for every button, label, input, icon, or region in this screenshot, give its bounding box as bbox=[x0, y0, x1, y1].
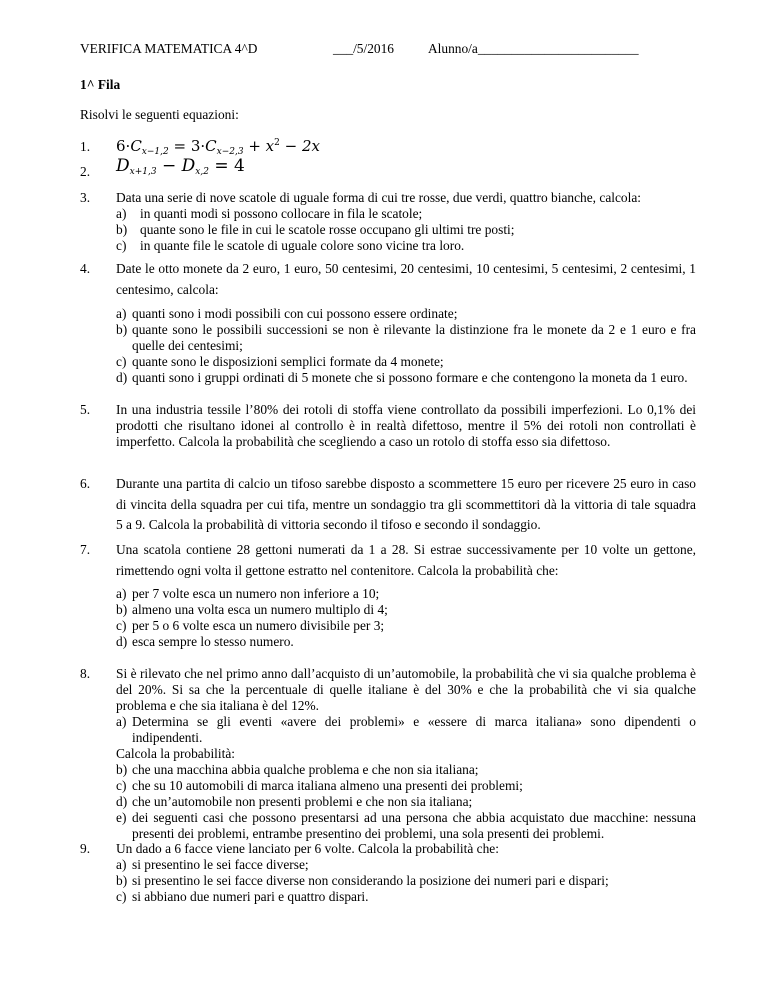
eq2-minus: − bbox=[156, 156, 182, 176]
eq1-rest1: + x bbox=[243, 137, 275, 155]
question-5-text: In una industria tessile l’80% dei rotoli di stoffa viene controllato da possibili imperfezioni. Lo 0,1% dei prodotti che risultano idonei al controllo è in realtà difettoso, mentre il 5% dei rotoli non controllati è imperfetto. Calcola la probabilità che scegliendo a caso un rotolo di stoffa esso sia difettoso. bbox=[116, 402, 696, 449]
question-number: 8. bbox=[80, 666, 91, 681]
list-item: d) quanti sono i gruppi ordinati di 5 monete che si possono formare e che contengono la moneta da 1 euro. bbox=[116, 370, 688, 385]
eq1-power: 2 bbox=[274, 138, 280, 148]
eq1-sub1: x−1,2 bbox=[141, 147, 169, 157]
question-6-text: Durante una partita di calcio un tifoso sarebbe disposto a scommettere 15 euro per ricevere 25 euro in caso di vincita della squadra per cui tifa, mentre un sondaggio tra gli scommettitori dà la vittoria di tale squadra 5 a 9. Calcola la probabilità di vittoria secondo il tifoso e secondo il sondaggio. bbox=[116, 476, 696, 532]
list-item: c) che su 10 automobili di marca italiana almeno una presenti dei problemi; bbox=[116, 778, 523, 793]
question-8-calc: Calcola la probabilità: bbox=[116, 746, 235, 761]
question-number: 6. bbox=[80, 476, 91, 491]
list-item: b) che una macchina abbia qualche problema e che non sia italiana; bbox=[116, 762, 479, 777]
eq2-d1: D bbox=[116, 156, 130, 176]
list-item: b) quante sono le file in cui le scatole rosse occupano gli ultimi tre posti; bbox=[116, 222, 515, 237]
question-9-items bbox=[116, 857, 696, 905]
test-title: VERIFICA MATEMATICA 4^D bbox=[80, 41, 258, 56]
list-item: a) Determina se gli eventi «avere dei problemi» e «essere di marca italiana» sono dipendenti o indipendenti. bbox=[116, 714, 696, 745]
question-number: 3. bbox=[80, 190, 91, 205]
eq1-c1: C bbox=[130, 137, 142, 155]
question-8-items bbox=[116, 714, 696, 842]
list-item: d) esca sempre lo stesso numero. bbox=[116, 634, 294, 649]
question-3-items bbox=[116, 206, 696, 254]
equation-2 bbox=[116, 158, 245, 180]
question-number: 5. bbox=[80, 402, 91, 417]
eq2-rest: = 4 bbox=[208, 156, 245, 176]
eq2-d2: D bbox=[181, 156, 196, 176]
eq1-eq: = 3· bbox=[168, 137, 206, 155]
list-item: c) per 5 o 6 volte esca un numero divisibile per 3; bbox=[116, 618, 385, 633]
eq2-sub1: x+1,3 bbox=[129, 167, 157, 177]
eq1-sub2: x−2,3 bbox=[216, 147, 244, 157]
question-9-text: Un dado a 6 facce viene lanciato per 6 volte. Calcola la probabilità che: bbox=[116, 841, 499, 856]
question-number: 7. bbox=[80, 542, 91, 557]
question-7-items bbox=[116, 586, 696, 650]
list-item: c) in quante file le scatole di uguale colore sono vicine tra loro. bbox=[116, 238, 465, 253]
list-item: b) quante sono le possibili successioni se non è rilevante la distinzione fra le monete da 2 e 1 euro e fra quelle dei centesimi; bbox=[116, 322, 696, 353]
list-item: e) dei seguenti casi che possono presentarsi ad una persona che abbia acquistato due macchine: nessuna presenti dei problemi, entrambe presentino dei problemi, una sola presenti dei problemi. bbox=[116, 810, 696, 841]
question-3-text: Data una serie di nove scatole di uguale forma di cui tre rosse, due verdi, quattro bianche, calcola: bbox=[116, 190, 642, 205]
question-7-text: Una scatola contiene 28 gettoni numerati da 1 a 28. Si estrae successivamente per 10 volte un gettone, rimettendo ogni volta il gettone estratto nel contenitore. Calcola la probabilità che: bbox=[116, 542, 696, 578]
eq1-coef: 6· bbox=[116, 137, 131, 155]
question-8-text: Si è rilevato che nel primo anno dall’acquisto di un’automobile, la probabilità che vi sia qualche problema è del 20%. Si sa che la percentuale di quelle italiane è del 30% e che la probabilità che vi sia qualche problema e che sia italiana è del 12%. bbox=[116, 666, 696, 713]
question-number: 9. bbox=[80, 841, 91, 856]
instructions: Risolvi le seguenti equazioni: bbox=[80, 107, 239, 122]
eq1-rest2: − 2x bbox=[279, 137, 320, 155]
list-item: c) quante sono le disposizioni semplici formate da 4 monete; bbox=[116, 354, 444, 369]
page-header bbox=[80, 41, 700, 59]
row-heading: 1^ Fila bbox=[80, 77, 121, 92]
eq2-sub2: x,2 bbox=[195, 167, 209, 177]
question-4-items bbox=[116, 306, 696, 386]
list-item: c) si abbiano due numeri pari e quattro dispari. bbox=[116, 889, 369, 904]
list-item: b) si presentino le sei facce diverse non considerando la posizione dei numeri pari e dispari; bbox=[116, 873, 609, 888]
question-number: 1. bbox=[80, 139, 91, 154]
list-item: a) per 7 volte esca un numero non inferiore a 10; bbox=[116, 586, 380, 601]
student-name-field: Alunno/a________________________ bbox=[428, 41, 639, 56]
list-item: a) quanti sono i modi possibili con cui possono essere ordinate; bbox=[116, 306, 458, 321]
list-item: a) si presentino le sei facce diverse; bbox=[116, 857, 309, 872]
test-date: ___/5/2016 bbox=[333, 41, 395, 56]
eq1-c2: C bbox=[205, 137, 217, 155]
list-item: d) che un’automobile non presenti problemi e che non sia italiana; bbox=[116, 794, 473, 809]
question-number: 4. bbox=[80, 261, 91, 276]
list-item: b) almeno una volta esca un numero multiplo di 4; bbox=[116, 602, 388, 617]
list-item: a) in quanti modi si possono collocare in fila le scatole; bbox=[116, 206, 423, 221]
question-number: 2. bbox=[80, 164, 91, 179]
question-4-text: Date le otto monete da 2 euro, 1 euro, 50 centesimi, 20 centesimi, 10 centesimi, 5 centesimi, 2 centesimi, 1 centesimo, calcola: bbox=[116, 261, 696, 297]
